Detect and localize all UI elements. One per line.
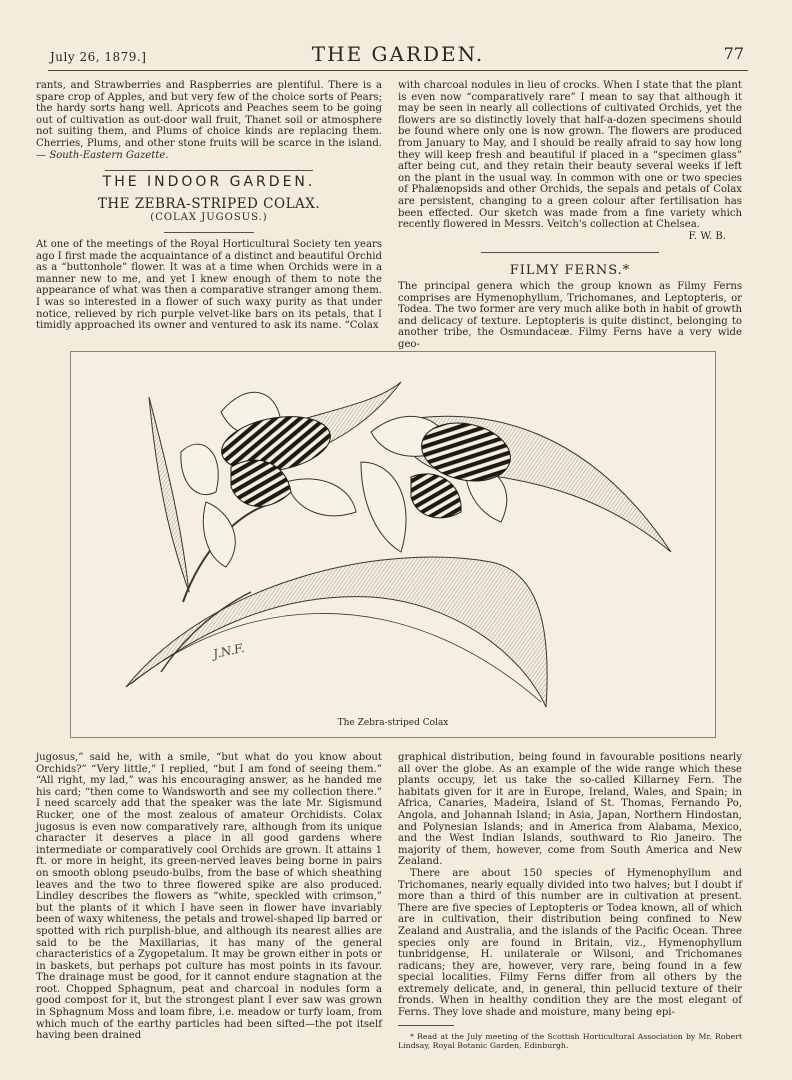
column-top-left xyxy=(36,80,382,332)
artist-signature: J.N.F. xyxy=(211,640,246,662)
header-rule xyxy=(48,70,748,71)
section-heading: THE INDOOR GARDEN. xyxy=(102,174,316,191)
publication-title: THE GARDEN. xyxy=(311,42,485,66)
fruit-paragraph: rants, and Strawberries and Raspberries are plentiful. There is a spare crop of Apples, and but very few of the choice sorts of Pears; the hardy sorts hang well. Apricots and Peaches seem to be going out of cultivation as out-door wall fruit, Thanet soil or atmosphere not suiting them, and Plums of choice kinds are replacing them. Cherries, Plums, and other stone fruits will be scarce in the island.— South-Eastern Gazette. xyxy=(36,80,382,161)
ferns-species-paragraph: There are about 150 species of Hymenophyllum and Trichomanes, nearly equally divided into two halves; but I doubt if more than a third of this number are in cultivation at present. There are five species of Leptopteris or Todea known, all of which are in cultivation, their distribution being confined to New Zealand and Australia, and the islands of the Pacific Ocean. Three species only are found in Britain, viz., Hymenophyllum tunbridgense, H. unilaterale or Wilsoni, and Trichomanes radicans; they are, however, very rare, being found in a few special localities. Filmy Ferns differ from all others by the extremely delicate, and, in general, thin pellucid texture of their fronds. When in healthy condition they are the most elegant of Ferns. They love shade and moisture, many being epi- xyxy=(398,867,742,1019)
colax-dialogue-paragraph: jugosus,” said he, with a smile, “but what do you know about Orchids?” “Very little,” I replied, “but I am fond of seeing them.” “All right, my lad,” was his encouraging answer, as he handed me his card; “then come to Wandsworth and see my collection there.” I need scarcely add that the speaker was the late Mr. Sigismund Rucker, one of the most zealous of amateur Orchidists. Colax jugosus is even now comparatively rare, although from its unique character it deserves a place in all good gardens where intermediate or comparatively cool Orchids are grown. It attains 1 ft. or more in height, its green-nerved leaves being borne in pairs on smooth oblong pseudo-bulbs, from the base of which sheathing leaves and the two to three flowered spike are also produced. Lindley describes the flowers as “white, speckled with crimson,” but the plants of it which I have seen in flower have invariably been of waxy whiteness, the petals and trowel-shaped lip barred or spotted with rich purplish-blue, and although its nearest allies are said to be the Maxillarias, it has many of the general characteristics of a Zygopetalum. It may be grown either in pots or in baskets, but perhaps pot culture has most points in its favour. The drainage must be good, for it cannot endure stagnation at the root. Chopped Sphagnum, peat and charcoal in nodules form a good compost for it, but the strongest plant I ever saw was grown in Sphagnum Moss and loam fibre, i.e. meadow or turfy loam, from which much of the earthy particles had been sifted—the pot itself having been drained xyxy=(36,752,382,1042)
page-number: 77 xyxy=(723,44,744,63)
colax-engraving xyxy=(71,352,715,737)
author-signature-line xyxy=(398,231,742,243)
source-credit: South-Eastern Gazette. xyxy=(49,149,169,161)
ferns-intro-paragraph: The principal genera which the group known as Filmy Ferns comprises are Hymenophyllum, Trichomanes, and Leptopteris, or Todea. The two former are very much alike both in habit of growth and delicacy of texture. Leptopteris is quite distinct, belonging to another tribe, the Osmundaceæ. Filmy Ferns have a very wide geo- xyxy=(398,280,742,350)
colax-continued-paragraph: with charcoal nodules in lieu of crocks. When I state that the plant is even now “comparatively rare” I mean to say that although it may be seen in nearly all collections of cultivated Orchids, yet the flowers are so distinctly lovely that half-a-dozen specimens should be found where only one is now grown. The flowers are produced from January to May, and I should be really afraid to say how long they will keep fresh and beautiful if placed in a “specimen glass” after being cut, and they retain their beauty several weeks if left on the plant in the usual way. In common with one or two species of Phalænopsids and other Orchids, the sepals and petals of Colax are persistent, changing to a green colour after fertilisation has been effected. Our sketch was made from a fine variety which recently flowered in Messrs. Veitch's collection at Chelsea. xyxy=(398,80,742,231)
colax-intro-paragraph: At one of the meetings of the Royal Horticultural Society ten years ago I first made the acquaintance of a distinct and beautiful Orchid as a “buttonhole” flower. It was at a time when Orchids were in a manner new to me, and yet I knew enough of them to note the appearance of what was then a comparative stranger among them. I was so interested in a flower of such waxy purity as that under notice, relieved by rich purple velvet-like bars on its petals, that I timidly approached its owner and ventured to ask its name. “Colax xyxy=(36,238,382,332)
title-divider xyxy=(164,232,254,233)
article-divider xyxy=(481,252,660,253)
ferns-distribution-paragraph: graphical distribution, being found in favourable positions nearly all over the globe. As an example of the wide range which these plants occupy, let us take the so-called Killarney Fern. The habitats given for it are in Europe, Ireland, Wales, and Spain; in Africa, Canaries, Madeira, Island of St. Thomas, Fernando Po, Angola, and Johannah Island; in Asia, Japan, Northern Hindostan, and Polynesian Islands; and in America from Alabama, Mexico, and the West Indian Islands, southward to Rio Janeiro. The majority of them, however, come from South America and New Zealand. xyxy=(398,752,742,868)
section-divider xyxy=(105,170,313,171)
running-header xyxy=(48,40,748,68)
column-bottom-right xyxy=(398,752,742,1050)
ferns-article-title: FILMY FERNS.* xyxy=(509,263,631,279)
author-signature: F. W. B. xyxy=(688,230,726,242)
article-subtitle: (COLAX JUGOSUS.) xyxy=(150,212,268,224)
column-bottom-left xyxy=(36,752,382,1042)
issue-date: July 26, 1879.] xyxy=(50,50,147,64)
article-title: THE ZEBRA-STRIPED COLAX. xyxy=(97,195,321,212)
footnote: * Read at the July meeting of the Scottish Horticultural Association by Mr. Robert Lindsay, Royal Botanic Garden, Edinburgh. xyxy=(398,1031,742,1050)
figure-caption: The Zebra-striped Colax xyxy=(337,718,449,728)
orchid-illustration xyxy=(70,351,716,738)
column-top-right xyxy=(398,80,742,350)
